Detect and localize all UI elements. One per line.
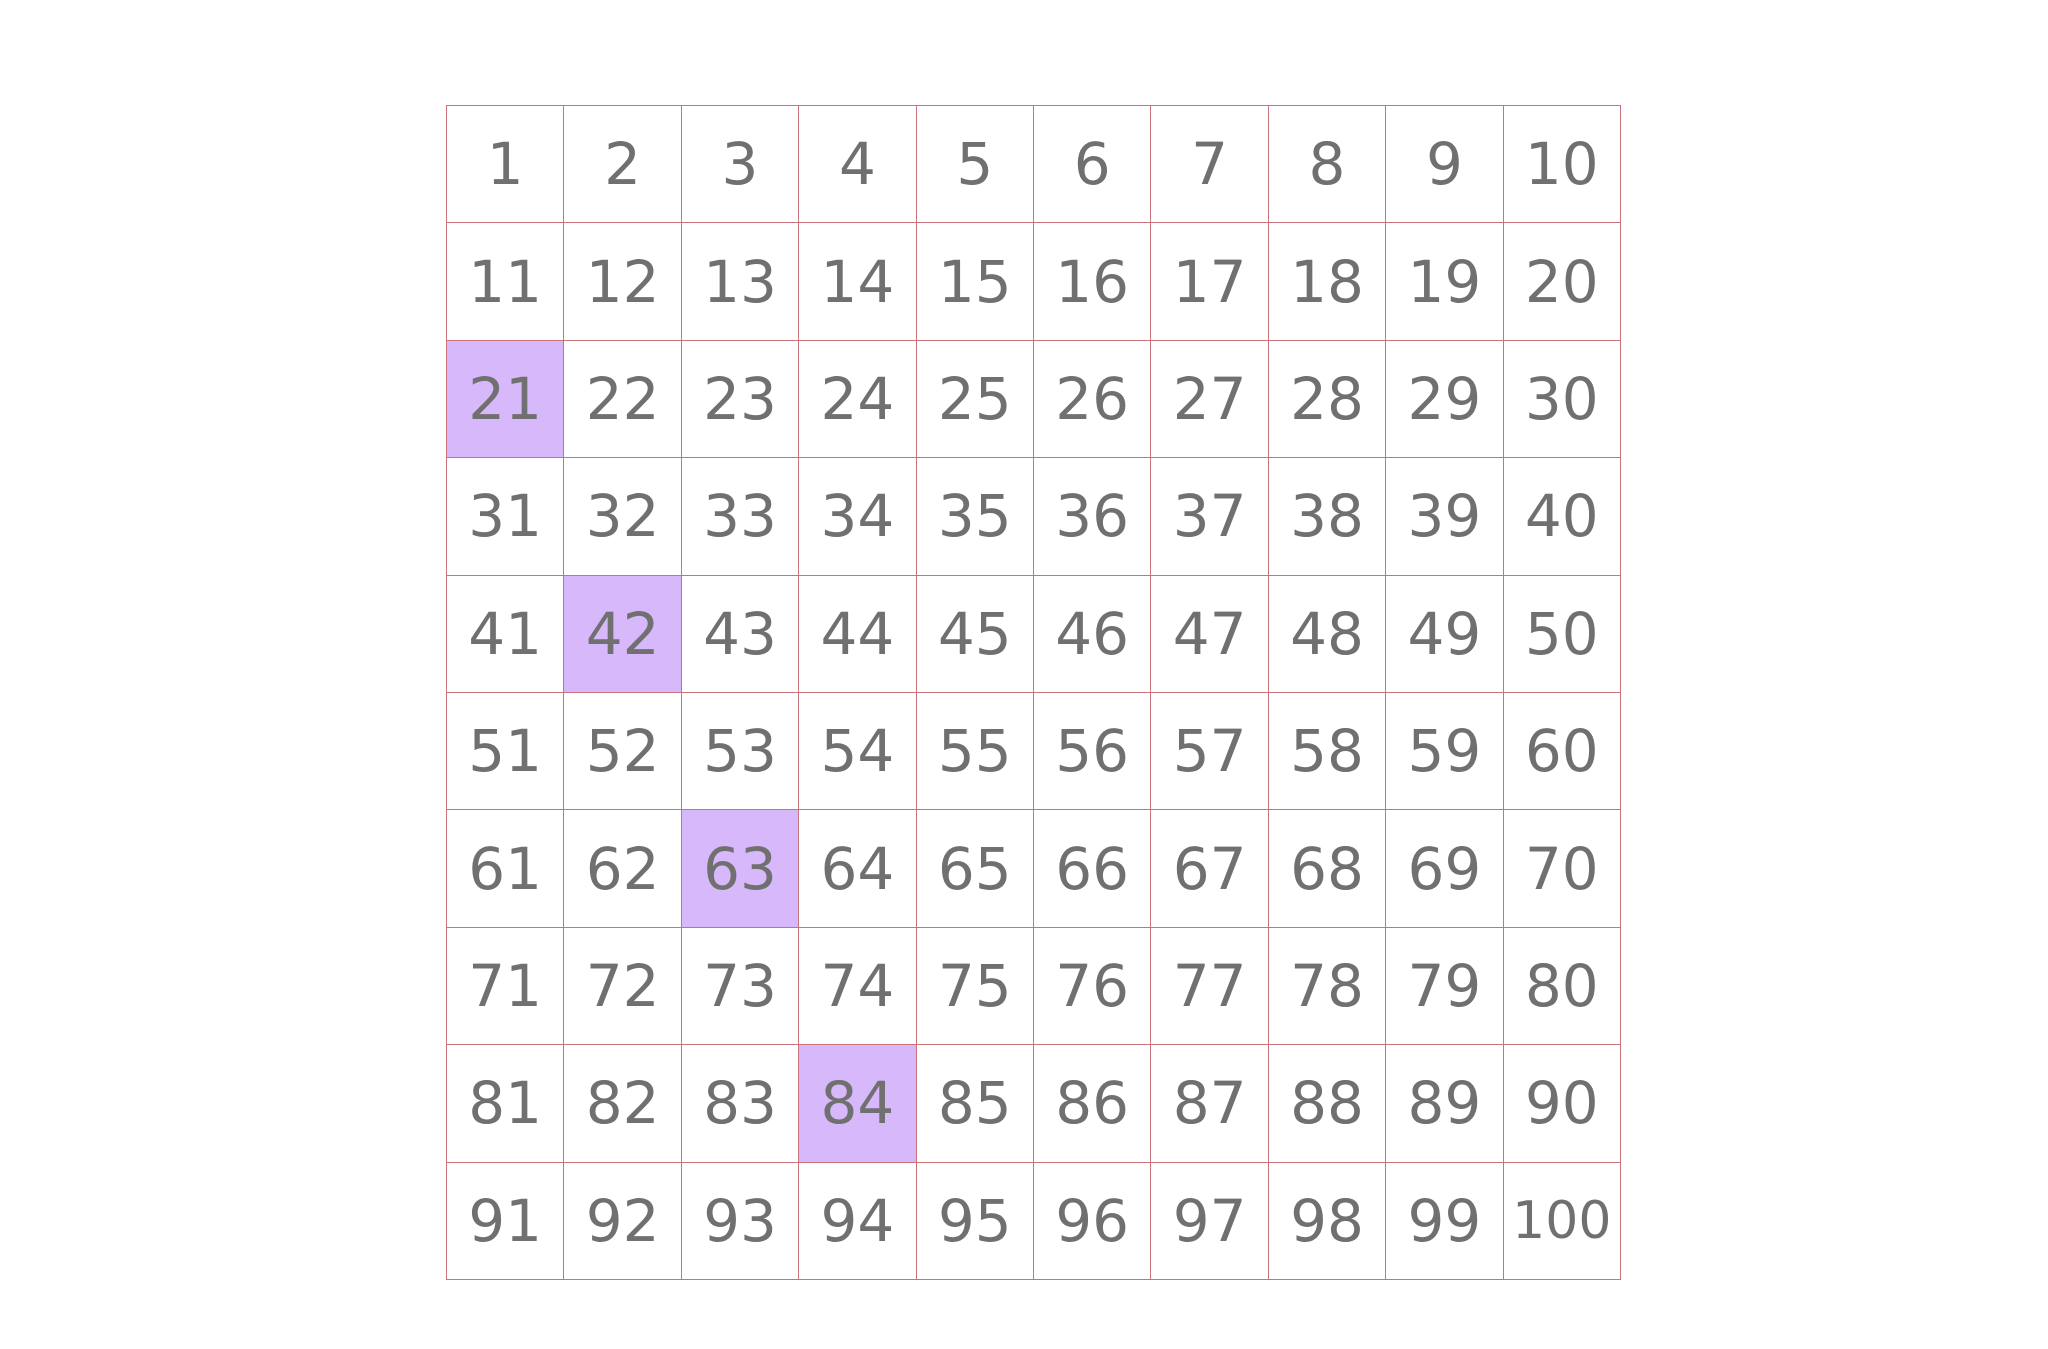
grid-cell[interactable]: 13 [682,223,799,340]
grid-cell[interactable]: 14 [799,223,916,340]
grid-cell[interactable]: 8 [1269,106,1386,223]
grid-cell[interactable]: 33 [682,458,799,575]
hundred-chart-grid [446,105,1621,1280]
grid-cell[interactable]: 43 [682,576,799,693]
grid-cell[interactable]: 60 [1504,693,1621,810]
grid-cell[interactable]: 41 [447,576,564,693]
grid-cell[interactable]: 90 [1504,1045,1621,1162]
grid-cell[interactable]: 26 [1034,341,1151,458]
grid-cell[interactable]: 78 [1269,928,1386,1045]
grid-cell[interactable]: 49 [1386,576,1503,693]
grid-cell[interactable]: 27 [1151,341,1268,458]
grid-cell[interactable]: 89 [1386,1045,1503,1162]
grid-cell[interactable]: 15 [917,223,1034,340]
grid-cell[interactable]: 12 [564,223,681,340]
grid-cell[interactable]: 50 [1504,576,1621,693]
grid-cell[interactable]: 2 [564,106,681,223]
grid-cell[interactable]: 55 [917,693,1034,810]
grid-cell[interactable]: 3 [682,106,799,223]
grid-cell[interactable]: 61 [447,810,564,927]
grid-cell[interactable]: 56 [1034,693,1151,810]
grid-cell[interactable]: 73 [682,928,799,1045]
grid-cell[interactable]: 70 [1504,810,1621,927]
grid-cell[interactable]: 23 [682,341,799,458]
grid-cell[interactable]: 7 [1151,106,1268,223]
grid-cell[interactable]: 25 [917,341,1034,458]
grid-cell[interactable]: 46 [1034,576,1151,693]
grid-cell[interactable]: 83 [682,1045,799,1162]
grid-cell[interactable]: 37 [1151,458,1268,575]
grid-cell[interactable]: 10 [1504,106,1621,223]
grid-cell[interactable]: 74 [799,928,916,1045]
grid-cell[interactable]: 97 [1151,1163,1268,1280]
grid-cell[interactable]: 20 [1504,223,1621,340]
grid-cell[interactable]: 5 [917,106,1034,223]
grid-cell[interactable]: 17 [1151,223,1268,340]
grid-cell[interactable]: 87 [1151,1045,1268,1162]
grid-cell[interactable]: 95 [917,1163,1034,1280]
grid-cell[interactable]: 52 [564,693,681,810]
grid-cell-highlighted[interactable]: 21 [447,341,564,458]
grid-cell[interactable]: 91 [447,1163,564,1280]
grid-cell[interactable]: 100 [1504,1163,1621,1280]
grid-cell[interactable]: 35 [917,458,1034,575]
grid-cell[interactable]: 11 [447,223,564,340]
grid-cell[interactable]: 22 [564,341,681,458]
grid-cell[interactable]: 24 [799,341,916,458]
grid-cell[interactable]: 92 [564,1163,681,1280]
grid-cell[interactable]: 85 [917,1045,1034,1162]
grid-cell[interactable]: 72 [564,928,681,1045]
grid-cell[interactable]: 51 [447,693,564,810]
grid-cell[interactable]: 48 [1269,576,1386,693]
grid-cell[interactable]: 4 [799,106,916,223]
grid-cell[interactable]: 31 [447,458,564,575]
grid-cell[interactable]: 47 [1151,576,1268,693]
grid-cell[interactable]: 71 [447,928,564,1045]
grid-cell[interactable]: 28 [1269,341,1386,458]
grid-cell-highlighted[interactable]: 42 [564,576,681,693]
grid-cell[interactable]: 81 [447,1045,564,1162]
grid-cell[interactable]: 99 [1386,1163,1503,1280]
grid-cell[interactable]: 65 [917,810,1034,927]
grid-cell[interactable]: 38 [1269,458,1386,575]
grid-cell[interactable]: 59 [1386,693,1503,810]
grid-cell[interactable]: 9 [1386,106,1503,223]
grid-cell[interactable]: 16 [1034,223,1151,340]
grid-cell[interactable]: 93 [682,1163,799,1280]
grid-cell[interactable]: 64 [799,810,916,927]
grid-cell[interactable]: 86 [1034,1045,1151,1162]
grid-cell[interactable]: 34 [799,458,916,575]
grid-cell[interactable]: 67 [1151,810,1268,927]
grid-cell-highlighted[interactable]: 63 [682,810,799,927]
grid-cell[interactable]: 54 [799,693,916,810]
grid-cell[interactable]: 82 [564,1045,681,1162]
grid-cell[interactable]: 53 [682,693,799,810]
grid-cell[interactable]: 98 [1269,1163,1386,1280]
grid-cell[interactable]: 80 [1504,928,1621,1045]
grid-cell[interactable]: 45 [917,576,1034,693]
grid-cell[interactable]: 94 [799,1163,916,1280]
grid-cell[interactable]: 58 [1269,693,1386,810]
grid-cell[interactable]: 62 [564,810,681,927]
grid-cell[interactable]: 29 [1386,341,1503,458]
grid-cell[interactable]: 77 [1151,928,1268,1045]
grid-cell[interactable]: 96 [1034,1163,1151,1280]
grid-cell[interactable]: 1 [447,106,564,223]
grid-cell[interactable]: 32 [564,458,681,575]
grid-cell[interactable]: 57 [1151,693,1268,810]
grid-cell[interactable]: 44 [799,576,916,693]
grid-cell[interactable]: 40 [1504,458,1621,575]
grid-cell[interactable]: 19 [1386,223,1503,340]
grid-cell[interactable]: 36 [1034,458,1151,575]
grid-cell[interactable]: 66 [1034,810,1151,927]
grid-cell[interactable]: 39 [1386,458,1503,575]
grid-cell[interactable]: 30 [1504,341,1621,458]
grid-cell[interactable]: 76 [1034,928,1151,1045]
grid-cell[interactable]: 79 [1386,928,1503,1045]
grid-cell[interactable]: 68 [1269,810,1386,927]
grid-cell[interactable]: 69 [1386,810,1503,927]
grid-cell[interactable]: 6 [1034,106,1151,223]
grid-cell-highlighted[interactable]: 84 [799,1045,916,1162]
grid-cell[interactable]: 75 [917,928,1034,1045]
grid-cell[interactable]: 18 [1269,223,1386,340]
grid-cell[interactable]: 88 [1269,1045,1386,1162]
